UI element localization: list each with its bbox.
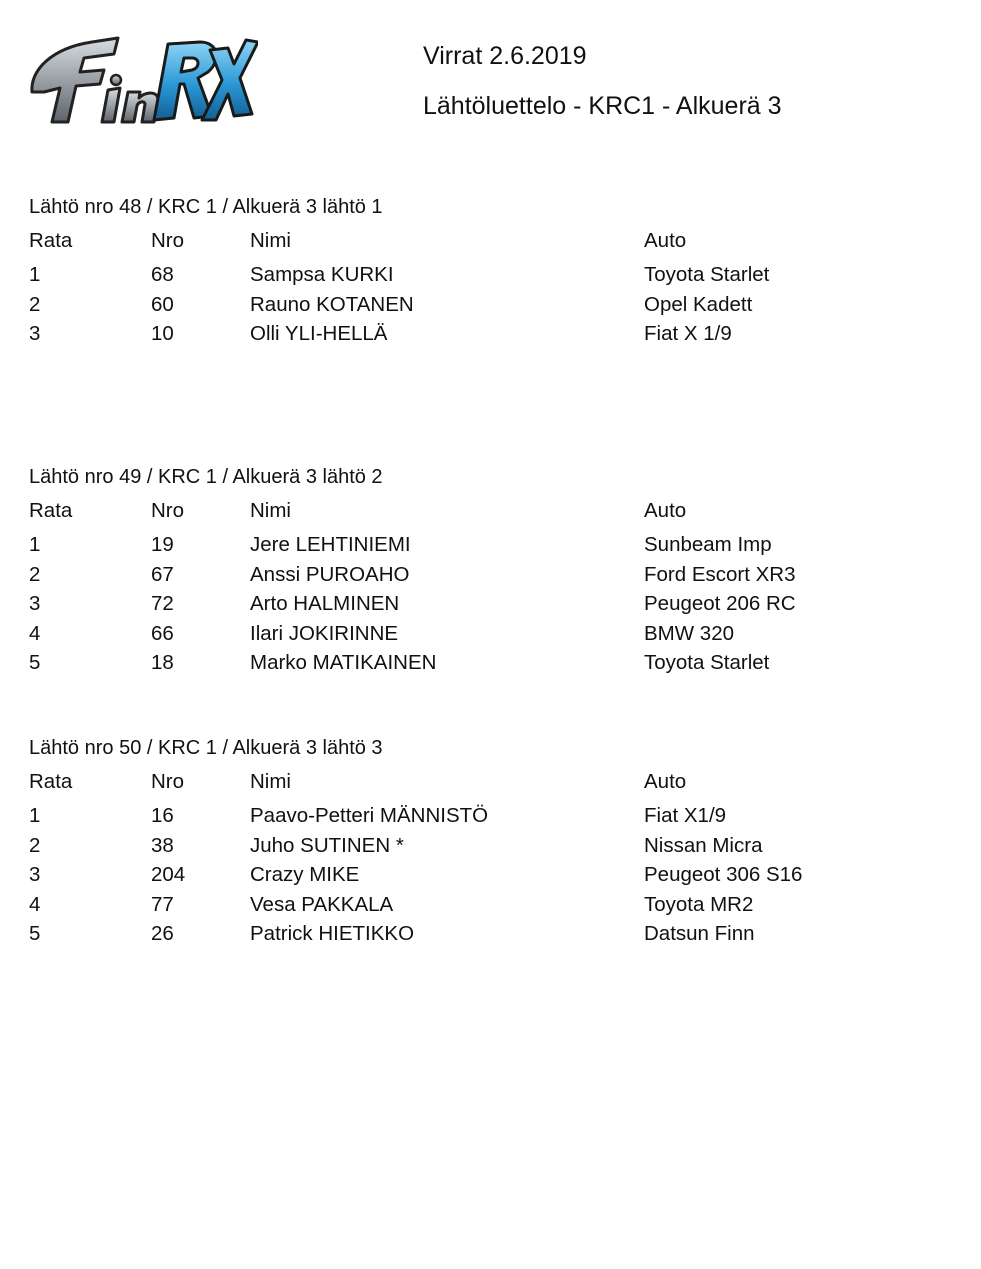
column-header-rata: Rata — [29, 770, 73, 793]
cell-rata: 3 — [29, 863, 41, 887]
cell-nimi: Sampsa KURKI — [250, 263, 394, 286]
cell-nimi: Patrick HIETIKKO — [250, 922, 415, 946]
cell-auto: Toyota MR2 — [644, 892, 754, 916]
cell-rata: 1 — [29, 804, 41, 827]
cell-nro: 38 — [151, 833, 174, 857]
cell-nro: 204 — [151, 863, 186, 887]
table-row — [29, 560, 929, 590]
column-header-row — [29, 228, 929, 260]
cell-rata: 4 — [29, 892, 41, 916]
table-row — [29, 290, 929, 320]
cell-rata: 4 — [29, 621, 41, 645]
cell-rata: 1 — [29, 263, 41, 286]
finrx-logo — [22, 30, 258, 134]
cell-auto: Toyota Starlet — [644, 651, 770, 675]
cell-auto: Ford Escort XR3 — [644, 562, 796, 586]
cell-nimi: Anssi PUROAHO — [250, 562, 410, 586]
cell-auto: Datsun Finn — [644, 922, 755, 946]
cell-nimi: Crazy MIKE — [250, 863, 360, 887]
table-row — [29, 860, 929, 890]
cell-nro: 72 — [151, 592, 174, 616]
cell-nro: 19 — [151, 533, 174, 556]
heat-title: Lähtö nro 49 / KRC 1 / Alkuerä 3 lähtö 2 — [29, 466, 383, 488]
cell-rata: 2 — [29, 292, 41, 316]
column-header-rata: Rata — [29, 499, 73, 522]
cell-nro: 67 — [151, 562, 174, 586]
cell-nro: 26 — [151, 922, 174, 946]
cell-nimi: Marko MATIKAINEN — [250, 651, 437, 675]
cell-nimi: Arto HALMINEN — [250, 592, 400, 616]
table-row — [29, 648, 929, 678]
cell-auto: Toyota Starlet — [644, 263, 770, 286]
cell-auto: BMW 320 — [644, 621, 734, 645]
cell-nimi: Jere LEHTINIEMI — [250, 533, 411, 556]
table-row — [29, 831, 929, 861]
heat-section — [29, 465, 929, 678]
column-header-row — [29, 769, 929, 801]
heat-title: Lähtö nro 50 / KRC 1 / Alkuerä 3 lähtö 3 — [29, 737, 383, 759]
heat-section — [29, 736, 929, 949]
column-header-auto: Auto — [644, 499, 687, 522]
column-header-rata: Rata — [29, 229, 73, 252]
cell-auto: Opel Kadett — [644, 292, 753, 316]
table-row — [29, 319, 929, 349]
table-row — [29, 890, 929, 920]
column-header-auto: Auto — [644, 229, 687, 252]
cell-rata: 5 — [29, 651, 41, 675]
cell-nimi: Vesa PAKKALA — [250, 892, 394, 916]
cell-auto: Fiat X1/9 — [644, 804, 727, 827]
cell-nro: 60 — [151, 292, 174, 316]
cell-nro: 18 — [151, 651, 174, 675]
finrx-logo-graphic — [22, 30, 258, 134]
cell-auto: Peugeot 206 RC — [644, 592, 796, 616]
table-row — [29, 530, 929, 560]
column-header-nro: Nro — [151, 229, 185, 252]
cell-auto: Peugeot 306 S16 — [644, 863, 803, 887]
column-header-nimi: Nimi — [250, 229, 291, 252]
cell-rata: 3 — [29, 592, 41, 616]
cell-nimi: Rauno KOTANEN — [250, 292, 414, 316]
cell-rata: 5 — [29, 922, 41, 946]
column-header-row — [29, 498, 929, 530]
column-header-nro: Nro — [151, 770, 185, 793]
event-date-location: Virrat 2.6.2019 — [423, 42, 587, 70]
column-header-auto: Auto — [644, 770, 687, 793]
cell-rata: 3 — [29, 322, 41, 346]
table-row — [29, 801, 929, 831]
cell-nimi: Olli YLI-HELLÄ — [250, 322, 388, 346]
table-row — [29, 619, 929, 649]
table-row — [29, 589, 929, 619]
cell-rata: 2 — [29, 562, 41, 586]
cell-nro: 10 — [151, 322, 174, 346]
cell-nimi: Paavo-Petteri MÄNNISTÖ — [250, 804, 489, 827]
column-header-nimi: Nimi — [250, 499, 291, 522]
table-row — [29, 919, 929, 949]
cell-rata: 2 — [29, 833, 41, 857]
column-header-nimi: Nimi — [250, 770, 291, 793]
cell-nimi: Juho SUTINEN * — [250, 833, 404, 857]
cell-auto: Fiat X 1/9 — [644, 322, 732, 346]
column-header-nro: Nro — [151, 499, 185, 522]
table-row — [29, 260, 929, 290]
heat-section — [29, 195, 929, 349]
cell-nro: 68 — [151, 263, 174, 286]
cell-auto: Nissan Micra — [644, 833, 763, 857]
cell-rata: 1 — [29, 533, 41, 556]
cell-nro: 77 — [151, 892, 174, 916]
cell-nro: 16 — [151, 804, 174, 827]
heat-title: Lähtö nro 48 / KRC 1 / Alkuerä 3 lähtö 1 — [29, 196, 383, 218]
document-title: Lähtöluettelo - KRC1 - Alkuerä 3 — [423, 92, 782, 120]
cell-nro: 66 — [151, 621, 174, 645]
cell-nimi: Ilari JOKIRINNE — [250, 621, 399, 645]
cell-auto: Sunbeam Imp — [644, 533, 772, 556]
